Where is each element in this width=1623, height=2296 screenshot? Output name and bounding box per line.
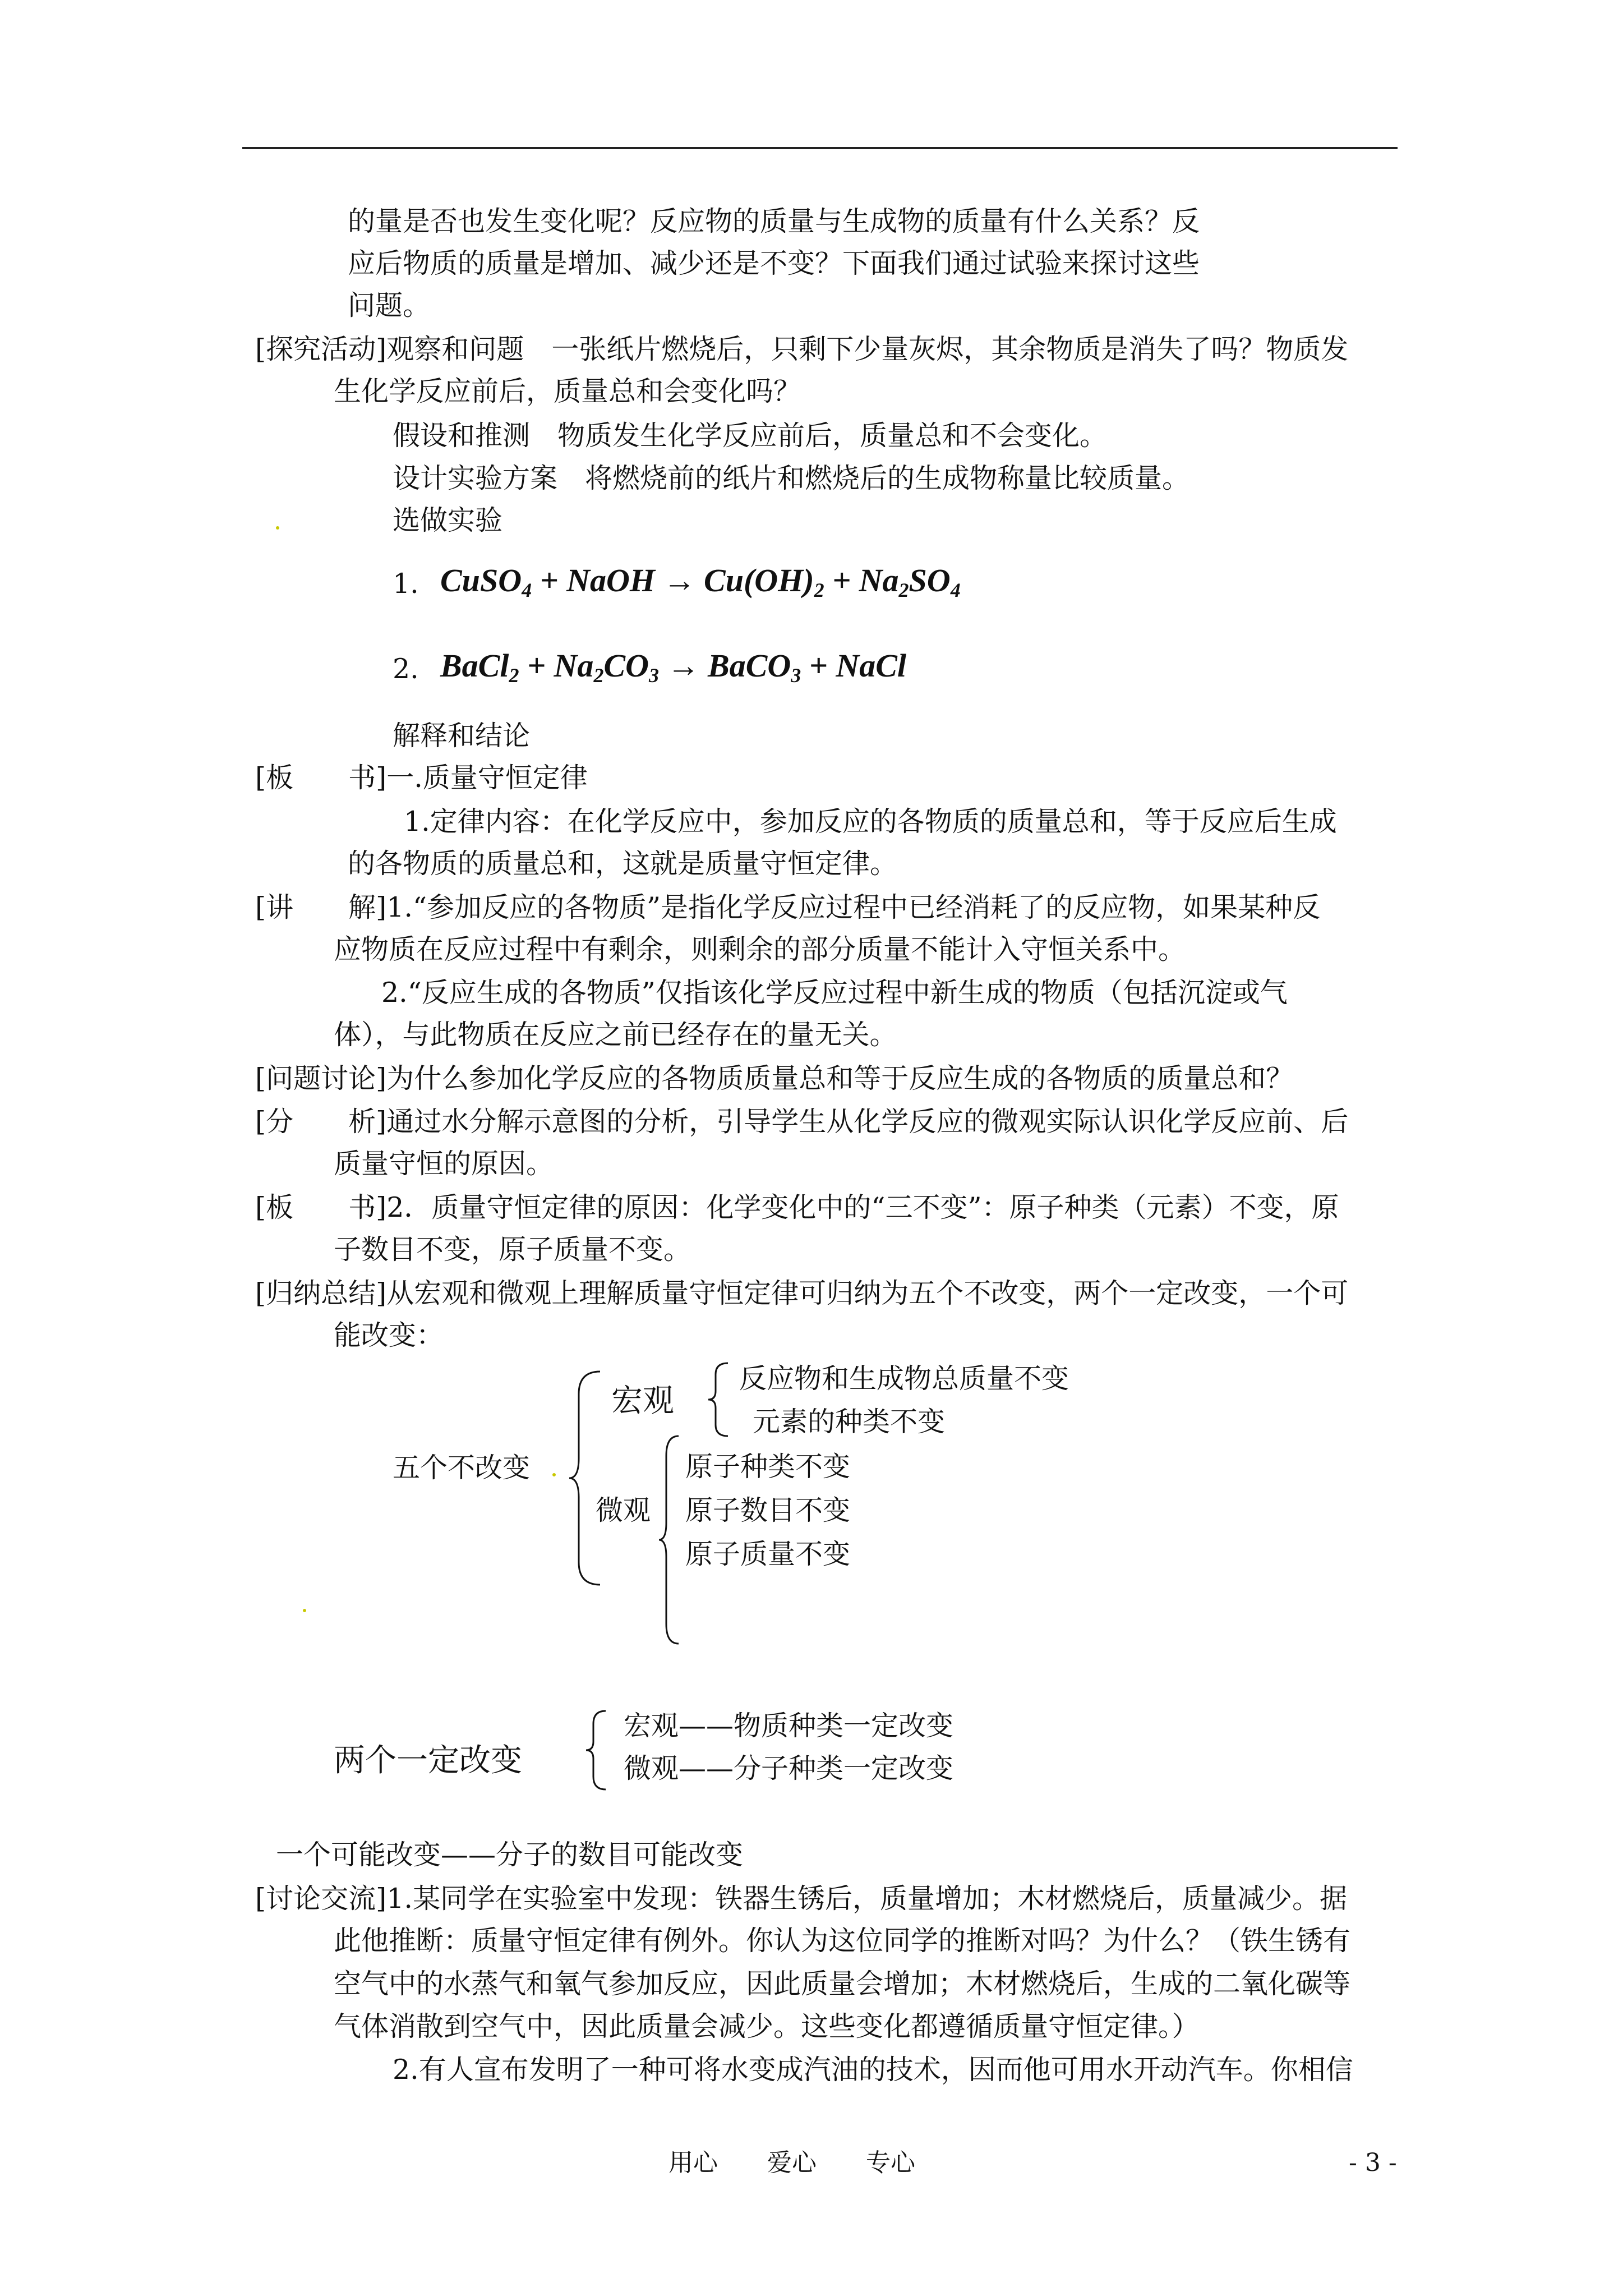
text-line: [板 书]一.质量守恒定律 — [255, 762, 588, 794]
text-line: 设计实验方案 将燃烧前的纸片和燃烧后的生成物称量比较质量。 — [393, 462, 1190, 494]
diagram-micro-item: 原子数目不变 — [685, 1494, 851, 1526]
equation-number: 2. — [393, 653, 419, 685]
scan-speck — [276, 526, 279, 530]
diagram-macro-item: 元素的种类不变 — [753, 1406, 946, 1438]
text-line: 1.定律内容：在化学反应中，参加反应的各物质的质量总和，等于反应后生成 — [404, 806, 1337, 838]
diagram-macro-label: 宏观 — [611, 1383, 674, 1419]
equation-2: BaCl$_2$ + $Na_2CO_3$ → BaCO$_3$ + NaCl — [440, 647, 907, 687]
diagram-five-unchanged: 五个不改变 — [393, 1452, 531, 1484]
text-line: [板 书]2．质量守恒定律的原因：化学变化中的“三不变”：原子种类（元素）不变，原 — [255, 1191, 1339, 1223]
text-line: 选做实验 — [393, 504, 503, 536]
text-line: 生化学反应前后，质量总和会变化吗？ — [334, 375, 801, 407]
text-line: 的各物质的质量总和，这就是质量守恒定律。 — [348, 848, 898, 880]
big-brace-icon — [566, 1369, 606, 1588]
text-line: 子数目不变，原子质量不变。 — [334, 1234, 691, 1266]
diagram-micro-item: 原子质量不变 — [685, 1538, 851, 1570]
diagram-two-changes: 两个一定改变 — [334, 1742, 522, 1779]
text-line: 问题。 — [348, 289, 431, 321]
text-line: [讲 解]1.“参加反应的各物质”是指化学反应过程中已经消耗了的反应物，如果某种反 — [255, 891, 1321, 923]
header-rule — [242, 147, 1398, 149]
text-line: 2.“反应生成的各物质”仅指该化学反应过程中新生成的物质（包括沉淀或气 — [381, 977, 1288, 1009]
text-line: 应物质在反应过程中有剩余，则剩余的部分质量不能计入守恒关系中。 — [334, 933, 1186, 965]
diagram-macro-item: 反应物和生成物总质量不变 — [739, 1363, 1069, 1395]
two-changes-brace-icon — [583, 1708, 611, 1792]
text-line: 质量守恒的原因。 — [334, 1148, 554, 1180]
text-line: 体），与此物质在反应之前已经存在的量无关。 — [334, 1019, 897, 1051]
diagram-micro-item: 原子种类不变 — [685, 1451, 851, 1483]
text-line: 应后物质的质量是增加、减少还是不变？下面我们通过试验来探讨这些 — [348, 247, 1200, 279]
text-line: [分 析]通过水分解示意图的分析，引导学生从化学反应的微观实际认识化学反应前、后 — [255, 1106, 1349, 1138]
equation-number: 1. — [393, 568, 419, 600]
diagram-two-item: 宏观——物质种类一定改变 — [624, 1710, 954, 1742]
text-line: 气体消散到空气中，因此质量会减少。这些变化都遵循质量守恒定律。） — [334, 2010, 1200, 2042]
text-line: 空气中的水蒸气和氧气参加反应，因此质量会增加；木材燃烧后，生成的二氧化碳等 — [334, 1968, 1351, 2000]
text-line: 此他推断：质量守恒定律有例外。你认为这位同学的推断对吗？为什么？（铁生锈有 — [334, 1925, 1351, 1957]
text-line: 假设和推测 物质发生化学反应前后，质量总和不会变化。 — [393, 420, 1108, 452]
macro-brace-icon — [706, 1360, 734, 1439]
text-line: 解释和结论 — [393, 720, 531, 752]
page-number: - 3 - — [1349, 2148, 1397, 2177]
text-line: [归纳总结]从宏观和微观上理解质量守恒定律可归纳为五个不改变，两个一定改变，一个可 — [255, 1277, 1349, 1309]
diagram-micro-label: 微观 — [596, 1494, 651, 1526]
text-line: 一个可能改变——分子的数目可能改变 — [276, 1839, 744, 1871]
scan-speck — [552, 1473, 556, 1476]
footer-motto: 用心 爱心 专心 — [668, 2148, 915, 2177]
text-line: [问题讨论]为什么参加化学反应的各物质质量总和等于反应生成的各物质的质量总和？ — [255, 1062, 1294, 1094]
micro-brace-icon — [656, 1433, 684, 1646]
text-line: [讨论交流]1.某同学在实验室中发现：铁器生锈后，质量增加；木材燃烧后，质量减少。据 — [255, 1883, 1347, 1915]
text-line: 2.有人宣布发明了一种可将水变成汽油的技术，因而他可用水开动汽车。你相信 — [393, 2054, 1353, 2086]
text-line: 能改变： — [334, 1319, 444, 1351]
equation-1: CuSO$_4$ + NaOH → $Cu(OH)_2 + Na_2SO_4$ — [440, 562, 961, 601]
text-line: 的量是否也发生变化呢？反应物的质量与生成物的质量有什么关系？反 — [348, 205, 1200, 237]
diagram-two-item: 微观——分子种类一定改变 — [624, 1752, 954, 1784]
text-line: [探究活动]观察和问题 一张纸片燃烧后，只剩下少量灰烬，其余物质是消失了吗？物质发 — [255, 333, 1349, 365]
scan-speck — [303, 1609, 306, 1612]
